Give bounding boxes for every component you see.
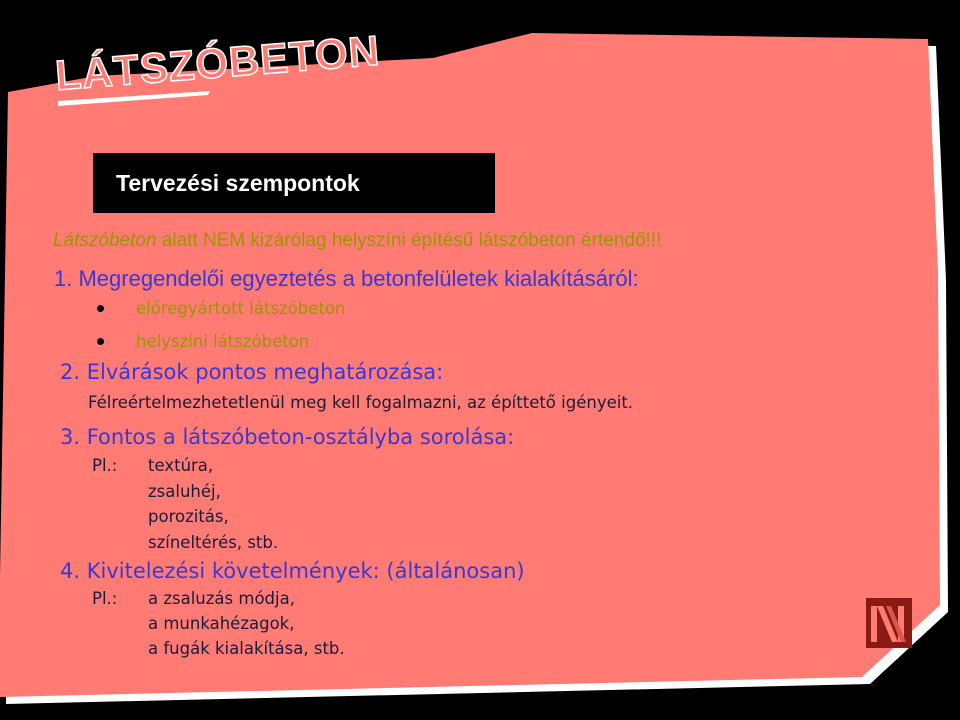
section-4-heading: 4. Kivitelezési követelmények: (általánosan): [60, 559, 525, 583]
section-1-heading: 1. Megregendelői egyeztetés a betonfelületek kialakításáról:: [54, 266, 639, 291]
slide-subtitle: Tervezési szempontok: [116, 170, 360, 196]
section-3-heading: 3. Fontos a látszóbeton-osztályba sorolása:: [60, 425, 515, 449]
bullet-item-1: előregyártott látszóbeton: [136, 299, 346, 318]
section-3-item-4: színeltérés, stb.: [148, 533, 279, 552]
bullet-dot: [97, 305, 104, 312]
section-3-prefix: Pl.:: [92, 456, 118, 475]
section-4-prefix: Pl.:: [92, 589, 118, 608]
intro-italic: Látszóbeton: [53, 230, 157, 251]
slide-title: LÁTSZÓBETON: [53, 26, 382, 100]
section-3-item-3: porozitás,: [148, 507, 229, 526]
section-4-item-1: a zsaluzás módja,: [148, 589, 295, 608]
bullet-item-2: helyszíni látszóbeton: [136, 332, 310, 351]
bullet-dot: [97, 338, 104, 345]
section-4-item-2: a munkahézagok,: [148, 614, 295, 633]
section-2-body: Félreértelmezhetetlenül meg kell fogalmazni, az építtető igényeit.: [88, 393, 634, 412]
section-3-item-2: zsaluhéj,: [148, 482, 221, 501]
section-3-item-1: textúra,: [148, 456, 214, 475]
section-2-heading: 2. Elvárások pontos meghatározása:: [60, 360, 444, 384]
section-4-item-3: a fugák kialakítása, stb.: [148, 639, 345, 658]
intro-line: [53, 229, 661, 253]
intro-rest: alatt NEM kizárólag helyszíni építésű látszóbeton értendő!!!: [156, 230, 662, 251]
nb-logo-icon: [866, 598, 912, 648]
